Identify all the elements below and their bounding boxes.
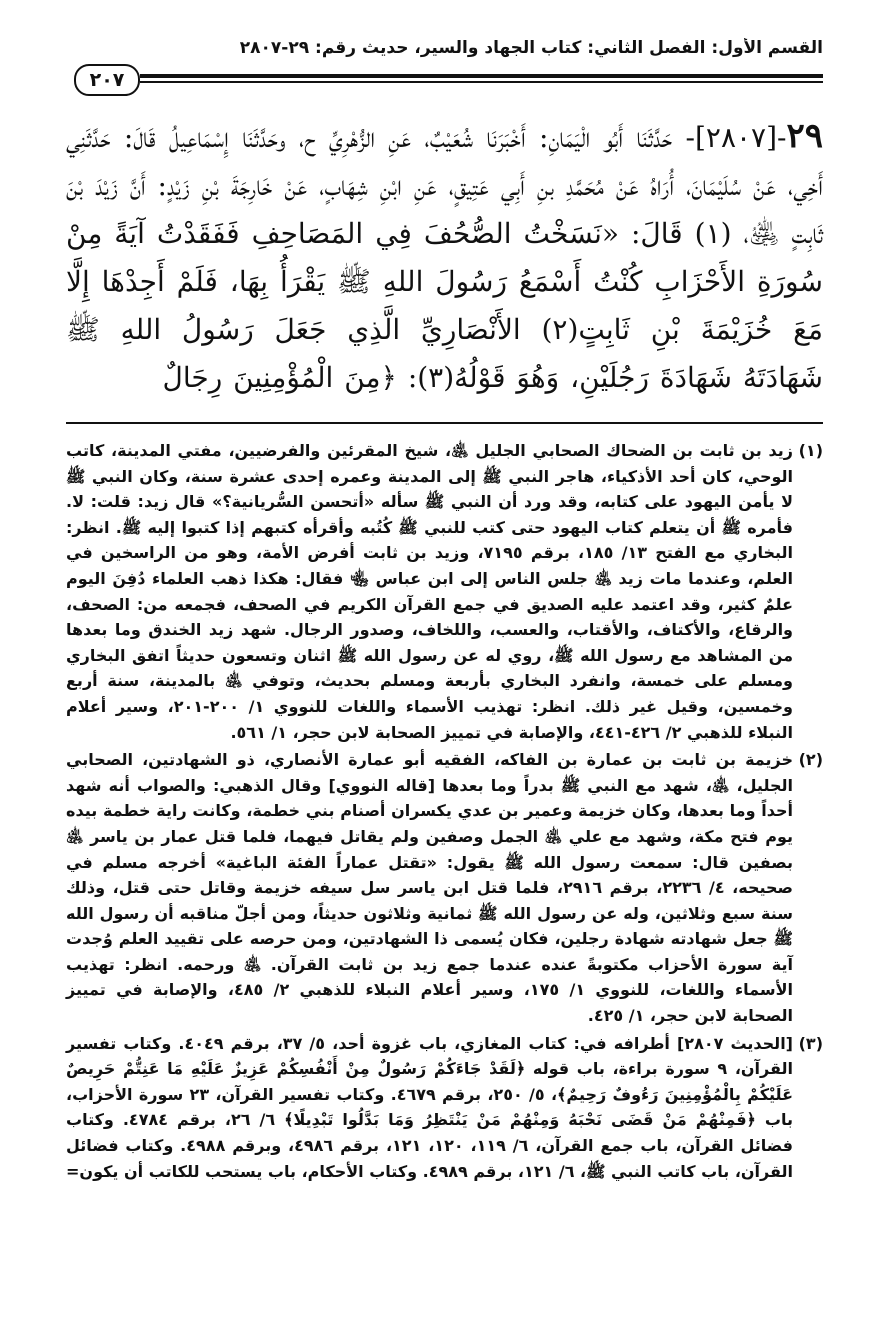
footnote-separator [66,422,823,424]
hadith-text-block [66,112,823,402]
footnote-text: زيد بن ثابت بن الضحاك الصحابي الجليل ﵁، شيخ المقرئين والفرضيين، مفتي المدينة، كاتب الوحي، كان أحد الأذكياء، هاجر النبي ﷺ إلى المدينة وعمره إحدى عشرة سنة، وكان النبي ﷺ لا يأمن اليهود على كتابه، وقد ورد أن النبي ﷺ سأله «أتحسن السُّريانية؟» قال زيد: قلت: لا. فأمره ﷺ أن يتعلم كتاب اليهود حتى كتب للنبي ﷺ كُتُبه وأقرأه كتبهم إذا كتبوا إليه ﷺ. انظر: البخاري مع الفتح ١٣/ ١٨٥، برقم ٧١٩٥، وزيد بن ثابت أفرض الأمة، وهو من الراسخين في العلم، وعندما مات زيد ﵁ جلس الناس إلى ابن عباس ﵄ فقال: هكذا ذهب العلماء دُفِنَ اليوم علمٌ كثير، وقد اعتمد عليه الصديق في جمع القرآن الكريم في الصحف، فجمعه من: الصحف، والرقاع، والأكتاف، والأقتاب، والعسب، واللخاف، وصدور الرجال. شهد زيد الخندق وما بعدها من المشاهد مع رسول الله ﷺ، روي له عن رسول الله ﷺ اثنان وتسعون حديثاً اتفق البخاري ومسلم على خمسة، وانفرد البخاري بأربعة ومسلم بحديث، وتوفي ﵁ بالمدينة، سنة أربع وخمسين، وقيل غير ذلك. انظر: تهذيب الأسماء واللغات للنووي ١/ ٢٠٠-٢٠١، وسير أعلام النبلاء للذهبي ٢/ ٤٢٦-٤٤١، والإصابة في تمييز الصحابة لابن حجر، ١/ ٥٦١. [66,441,794,742]
header-rule-thick [140,74,823,78]
page-number-badge: ٢٠٧ [74,64,140,96]
header-rule [74,64,823,94]
footnote-mark: (٣) [798,1033,823,1053]
footnote-item [66,747,823,1029]
footnote-text: [الحديث ٢٨٠٧] أطرافه في: كتاب المغازي، باب غزوة أحد، ٥/ ٣٧، برقم ٤٠٤٩. وكتاب تفسير القرآن، ٩ سورة براءة، باب قوله ﴿لَقَدْ جَاءَكُمْ رَسُولٌ مِنْ أَنْفُسِكُمْ عَزِيزٌ عَلَيْهِ مَا عَنِتُّمْ حَرِيصٌ عَلَيْكُمْ بِالْمُؤْمِنِينَ رَءُوفٌ رَحِيمٌ﴾، ٥/ ٢٥٠، برقم ٤٦٧٩. وكتاب تفسير القرآن، ٢٣ سورة الأحزاب، باب ﴿فَمِنْهُمْ مَنْ قَضَى نَحْبَهُ وَمِنْهُمْ مَنْ يَنْتَظِرُ وَمَا بَدَّلُوا تَبْدِيلًا﴾ ٦/ ٢٦، برقم ٤٧٨٤. وكتاب فضائل القرآن، باب جمع القرآن، ٦/ ١١٩، ١٢٠، ١٢١، برقم ٤٩٨٦، وبرقم ٤٩٨٨. وكتاب فضائل القرآن، باب كاتب النبي ﷺ، ٦/ ١٢١، برقم ٤٩٨٩. وكتاب الأحكام، باب يستحب للكاتب أن يكون= [66,1033,794,1181]
header-rule-thin [140,81,823,83]
hadith-body: -[٢٨٠٧]- حَدَّثَنَا أَبُو الْيَمَانِ: أَخْبَرَنَا شُعَيْبٌ، عَنِ الزُّهْرِيِّ ح، وحَدَّثَنَا إِسْمَاعِيلُ قَالَ: حَدَّثَنِي أَخِي، عَنْ سُلَيْمَانَ، أُرَاهُ عَنْ مُحَمَّدِ بنِ أَبِي عَتِيقٍ، عَنِ ابْنِ شِهَابٍ، عَنْ خَارِجَةَ بْنِ زَيْدٍ: أَنَّ زَيْدَ بْنَ ثَابِتٍ ﵁، (١) قَالَ: «نَسَخْتُ الصُّحُفَ فِي المَصَاحِفِ فَفَقَدْتُ آيَةً مِنْ سُورَةِ الأَحْزَابِ كُنْتُ أَسْمَعُ رَسُولَ اللهِ ﷺ يَقْرَأُ بِهَا، فَلَمْ أَجِدْهَا إِلَّا مَعَ خُزَيْمَةَ بْنِ ثَابِتٍ(٢) الأَنْصَارِيِّ الَّذِي جَعَلَ رَسُولُ اللهِ ﷺ شَهَادَتَهُ شَهَادَةَ رَجُلَيْنِ، وَهُوَ قَوْلُهُ(٣): ﴿مِنَ الْمُؤْمِنِينَ رِجَالٌ [66,121,823,394]
hadith-number: ٢٩ [786,116,823,156]
footnote-mark: (١) [798,441,823,460]
footnote-text: خزيمة بن ثابت بن عمارة بن الفاكه، الفقيه أبو عمارة الأنصاري، ذو الشهادتين، الصحابي الجليل، ﵁، شهد مع النبي ﷺ بدراً وما بعدها [قاله النووي] وقال الذهبي: والصواب أنه شهد أحداً وما بعدها، وكان خزيمة وعمير بن عدي يكسران أصنام بني خطمة، وكانت راية خطمة بيده يوم فتح مكة، وشهد مع علي ﵁ الجمل وصفين ولم يقاتل فيهما، فلما قتل عمار بن ياسر ﵁ بصفين قال: سمعت رسول الله ﷺ يقول: «تقتل عماراً الفئة الباغية» أخرجه مسلم في صحيحه، ٤/ ٢٢٣٦، برقم ٢٩١٦، فلما قتل ابن ياسر سل سيفه خزيمة وقاتل حتى قتل، وذلك سنة سبع وثلاثين، وله عن رسول الله ﷺ ثمانية وثلاثون حديثاً، ومن أجلّ مناقبه أن رسول الله ﷺ جعل شهادته شهادة رجلين، فكان يُسمى ذا الشهادتين، ومن حرصه على تقييد العلم وُجدت آية سورة الأحزاب مكتوبةً عنده عندما جمع زيد بن ثابت القرآن. ﵁ ورحمه. انظر: تهذيب الأسماء واللغات، للنووي ١/ ١٧٥، وسير أعلام النبلاء للذهبي ٢/ ٤٨٥، والإصابة في تمييز الصحابة لابن حجر، ١/ ٤٢٥. [66,750,794,1026]
running-header: القسم الأول: الفصل الثاني: كتاب الجهاد والسير، حديث رقم: ٢٩-٢٨٠٧ [239,38,823,58]
footnote-item [66,1031,823,1185]
footnote-mark: (٢) [798,750,823,770]
footnote-item [66,438,823,745]
footnotes [66,438,823,1186]
